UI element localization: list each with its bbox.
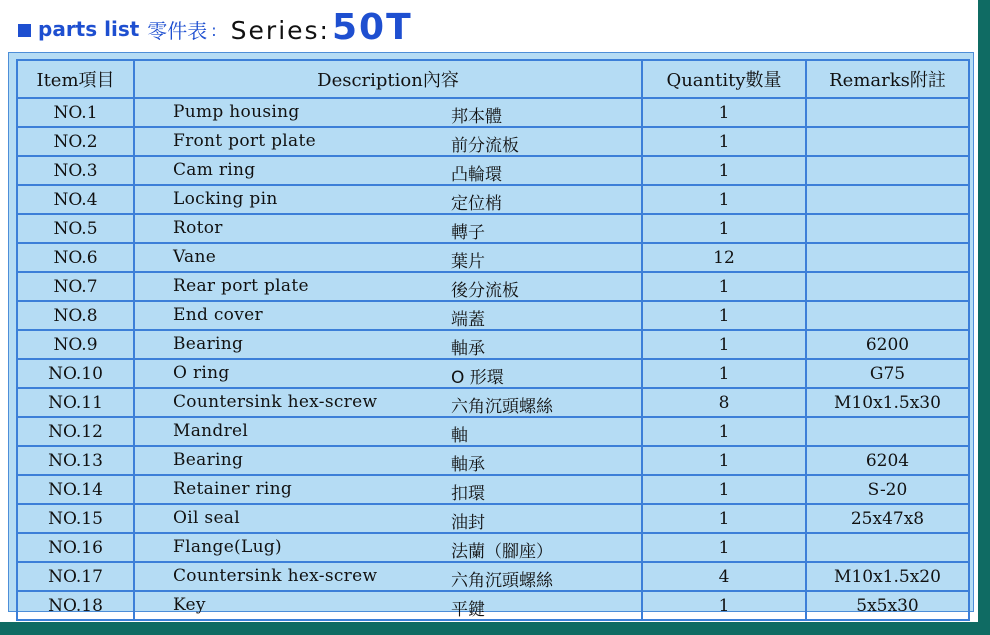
- description-en: Pump housing: [173, 102, 300, 122]
- description-cell: [134, 243, 642, 272]
- description-zh: 六角沉頭螺絲: [451, 397, 553, 417]
- quantity-cell: 4: [642, 562, 806, 591]
- table-row: [17, 446, 969, 475]
- table-row: [17, 591, 969, 620]
- description-cell: [134, 475, 642, 504]
- description-cell: [134, 388, 642, 417]
- series-value: 50T: [331, 6, 413, 48]
- quantity-cell: 1: [642, 98, 806, 127]
- remarks-cell: [806, 533, 969, 562]
- item-cell: NO.11: [17, 388, 134, 417]
- description-cell: [134, 185, 642, 214]
- description-cell: [134, 272, 642, 301]
- description-cell: [134, 301, 642, 330]
- item-cell: NO.1: [17, 98, 134, 127]
- description-en: Vane: [173, 247, 217, 267]
- quantity-cell: 1: [642, 475, 806, 504]
- description-zh: O 形環: [451, 368, 504, 388]
- remarks-cell: [806, 243, 969, 272]
- description-en: Oil seal: [173, 508, 240, 528]
- table-row: [17, 156, 969, 185]
- table-row: [17, 185, 969, 214]
- table-row: [17, 301, 969, 330]
- parts-table: [16, 59, 970, 621]
- item-cell: NO.18: [17, 591, 134, 620]
- description-en: Front port plate: [173, 131, 316, 151]
- description-en: Bearing: [173, 334, 244, 354]
- description-zh: 法蘭（腳座）: [451, 542, 553, 562]
- quantity-cell: 1: [642, 214, 806, 243]
- description-cell: [134, 359, 642, 388]
- item-cell: NO.8: [17, 301, 134, 330]
- table-row: [17, 533, 969, 562]
- description-en: Countersink hex-screw: [173, 392, 378, 412]
- table-row: [17, 504, 969, 533]
- description-en: Mandrel: [173, 421, 249, 441]
- description-en: Locking pin: [173, 189, 278, 209]
- description-zh: 軸承: [451, 339, 485, 359]
- table-row: [17, 243, 969, 272]
- quantity-cell: 8: [642, 388, 806, 417]
- remarks-cell: 25x47x8: [806, 504, 969, 533]
- item-cell: NO.9: [17, 330, 134, 359]
- description-cell: [134, 214, 642, 243]
- remarks-cell: 5x5x30: [806, 591, 969, 620]
- description-en: Retainer ring: [173, 479, 293, 499]
- item-cell: NO.16: [17, 533, 134, 562]
- remarks-cell: [806, 127, 969, 156]
- item-cell: NO.3: [17, 156, 134, 185]
- item-cell: NO.15: [17, 504, 134, 533]
- description-en: End cover: [173, 305, 263, 325]
- description-cell: [134, 562, 642, 591]
- quantity-cell: 12: [642, 243, 806, 272]
- description-en: Rotor: [173, 218, 223, 238]
- item-cell: NO.6: [17, 243, 134, 272]
- parts-table-panel: [8, 52, 974, 620]
- item-cell: NO.14: [17, 475, 134, 504]
- item-cell: NO.13: [17, 446, 134, 475]
- description-cell: [134, 417, 642, 446]
- quantity-cell: 1: [642, 446, 806, 475]
- description-en: Cam ring: [173, 160, 256, 180]
- description-cell: [134, 446, 642, 475]
- item-cell: NO.10: [17, 359, 134, 388]
- table-row: [17, 562, 969, 591]
- description-cell: [134, 504, 642, 533]
- column-header-quantity: Quantity數量: [642, 60, 806, 98]
- quantity-cell: 1: [642, 272, 806, 301]
- remarks-cell: [806, 98, 969, 127]
- quantity-cell: 1: [642, 185, 806, 214]
- series-label: Series:: [230, 15, 330, 45]
- description-en: Rear port plate: [173, 276, 309, 296]
- title-en: parts list: [38, 17, 140, 41]
- description-cell: [134, 533, 642, 562]
- description-zh: 平鍵: [451, 600, 485, 620]
- table-row: [17, 359, 969, 388]
- item-cell: NO.4: [17, 185, 134, 214]
- description-zh: 六角沉頭螺絲: [451, 571, 553, 591]
- description-zh: 端蓋: [451, 310, 485, 330]
- description-en: O ring: [173, 363, 230, 383]
- description-zh: 定位梢: [451, 194, 502, 214]
- remarks-cell: [806, 272, 969, 301]
- description-zh: 軸: [451, 426, 468, 446]
- description-zh: 扣環: [451, 484, 485, 504]
- description-zh: 轉子: [451, 223, 485, 243]
- remarks-cell: S-20: [806, 475, 969, 504]
- description-zh: 前分流板: [451, 136, 519, 156]
- table-row: [17, 272, 969, 301]
- description-cell: [134, 591, 642, 620]
- remarks-cell: 6204: [806, 446, 969, 475]
- remarks-cell: [806, 185, 969, 214]
- item-cell: NO.17: [17, 562, 134, 591]
- description-cell: [134, 330, 642, 359]
- item-cell: NO.12: [17, 417, 134, 446]
- remarks-cell: [806, 417, 969, 446]
- quantity-cell: 1: [642, 417, 806, 446]
- description-zh: 油封: [451, 513, 485, 533]
- table-row: [17, 417, 969, 446]
- description-zh: 後分流板: [451, 281, 519, 301]
- description-cell: [134, 127, 642, 156]
- quantity-cell: 1: [642, 301, 806, 330]
- table-row: [17, 475, 969, 504]
- description-cell: [134, 98, 642, 127]
- quantity-cell: 1: [642, 156, 806, 185]
- quantity-cell: 1: [642, 127, 806, 156]
- description-en: Key: [173, 595, 206, 615]
- description-zh: 邦本體: [451, 107, 502, 127]
- remarks-cell: 6200: [806, 330, 969, 359]
- remarks-cell: [806, 301, 969, 330]
- description-zh: 凸輪環: [451, 165, 502, 185]
- remarks-cell: G75: [806, 359, 969, 388]
- table-row: [17, 388, 969, 417]
- table-row: [17, 127, 969, 156]
- title-zh: 零件表: [147, 18, 208, 43]
- column-header-remarks: Remarks附註: [806, 60, 969, 98]
- description-cell: [134, 156, 642, 185]
- bullet-square-icon: [18, 24, 31, 37]
- item-cell: NO.2: [17, 127, 134, 156]
- remarks-cell: [806, 156, 969, 185]
- column-header-description: Description內容: [134, 60, 642, 98]
- item-cell: NO.5: [17, 214, 134, 243]
- description-en: Bearing: [173, 450, 244, 470]
- title-colon: :: [211, 20, 217, 40]
- table-row: [17, 214, 969, 243]
- quantity-cell: 1: [642, 330, 806, 359]
- remarks-cell: [806, 214, 969, 243]
- table-header-row: [17, 60, 969, 98]
- table-row: [17, 98, 969, 127]
- table-row: [17, 330, 969, 359]
- description-en: Flange(Lug): [173, 537, 282, 557]
- quantity-cell: 1: [642, 504, 806, 533]
- column-header-item: Item項目: [17, 60, 134, 98]
- table-body: [17, 98, 969, 620]
- remarks-cell: M10x1.5x30: [806, 388, 969, 417]
- quantity-cell: 1: [642, 591, 806, 620]
- quantity-cell: 1: [642, 533, 806, 562]
- description-en: Countersink hex-screw: [173, 566, 378, 586]
- description-zh: 葉片: [451, 252, 485, 272]
- quantity-cell: 1: [642, 359, 806, 388]
- remarks-cell: M10x1.5x20: [806, 562, 969, 591]
- description-zh: 軸承: [451, 455, 485, 475]
- item-cell: NO.7: [17, 272, 134, 301]
- header: [18, 4, 413, 50]
